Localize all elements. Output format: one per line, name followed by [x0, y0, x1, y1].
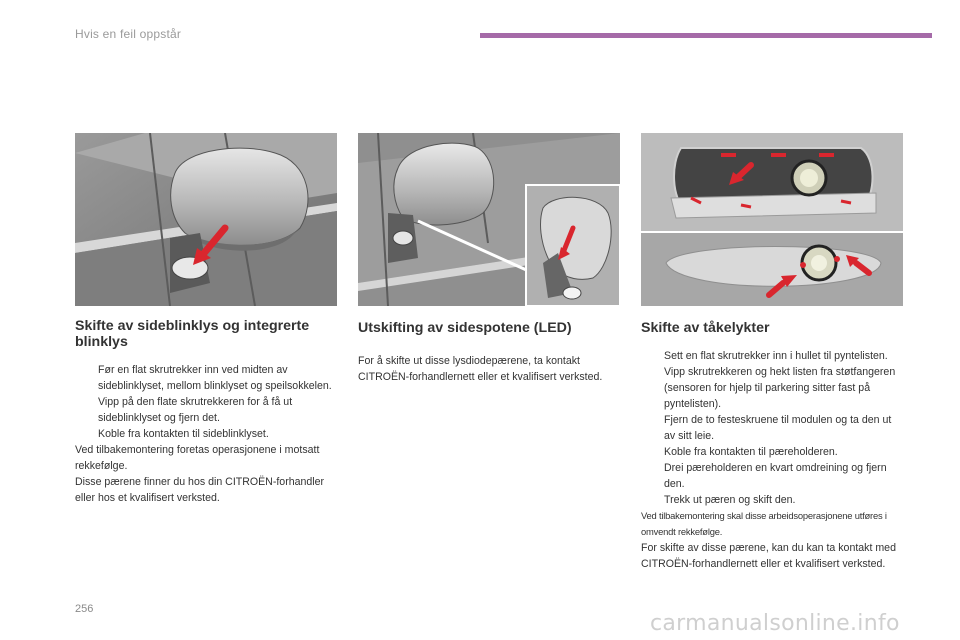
dealer-note: Disse pærene finner du hos din CITROËN-forhandler eller hos et kvalifisert verksted.: [75, 476, 325, 504]
heading-side-indicator: Skifte av sideblinklys og integrerte blinklys: [75, 318, 310, 350]
list-item: Vipp skrutrekkeren og hekt listen fra støtfangeren (sensoren for hjelp til parkering sitter fast på pyntelisten).: [664, 366, 896, 410]
list-item: Før en flat skrutrekker inn ved midten av sideblinklyset, mellom blinklyset og speilsokkelen.: [98, 364, 332, 392]
reassembly-note: Ved tilbakemontering skal disse arbeidsoperasjonene utføres i omvendt rekkefølge.: [641, 510, 887, 537]
list-item: Sett en flat skrutrekker inn i hullet til pyntelisten.: [664, 350, 888, 362]
list-item: Drei pæreholderen en kvart omdreining og fjern den.: [664, 462, 887, 490]
column-fog-lamps: [641, 133, 903, 572]
steps-side-indicator: [75, 362, 337, 442]
steps-fog-lamps: [641, 348, 903, 508]
list-item: Trekk ut pæren og skift den.: [664, 494, 796, 506]
heading-fog-lamps: Skifte av tåkelykter: [641, 320, 770, 336]
dealer-note: For skifte av disse pærene, kan du kan ta kontakt med CITROËN-forhandlernett eller et kvalifisert verksted.: [641, 542, 896, 570]
section-title: Hvis en feil oppstår: [75, 27, 182, 41]
illustration-side-spot-led: [358, 133, 620, 306]
column-side-indicator: [75, 133, 337, 506]
page-number: 256: [75, 603, 94, 615]
column-side-spot-led: [358, 133, 620, 385]
illustration-side-indicator: [75, 133, 337, 306]
header-accent-bar: [480, 33, 932, 38]
watermark: carmanualsonline.info: [650, 611, 900, 636]
reassembly-note: Ved tilbakemontering foretas operasjonene i motsatt rekkefølge.: [75, 444, 320, 472]
led-note: For å skifte ut disse lysdiodepærene, ta kontakt CITROËN-forhandlernett eller et kvalifisert verksted.: [358, 355, 603, 383]
list-item: Koble fra kontakten til sideblinklyset.: [98, 428, 269, 440]
heading-side-spot-led: Utskifting av sidespotene (LED): [358, 320, 572, 336]
illustration-fog-lamps: [641, 133, 903, 306]
list-item: Koble fra kontakten til pæreholderen.: [664, 446, 838, 458]
list-item: Fjern de to festeskruene til modulen og ta den ut av sitt leie.: [664, 414, 892, 442]
list-item: Vipp på den flate skrutrekkeren for å få ut sideblinklyset og fjern det.: [98, 396, 293, 424]
